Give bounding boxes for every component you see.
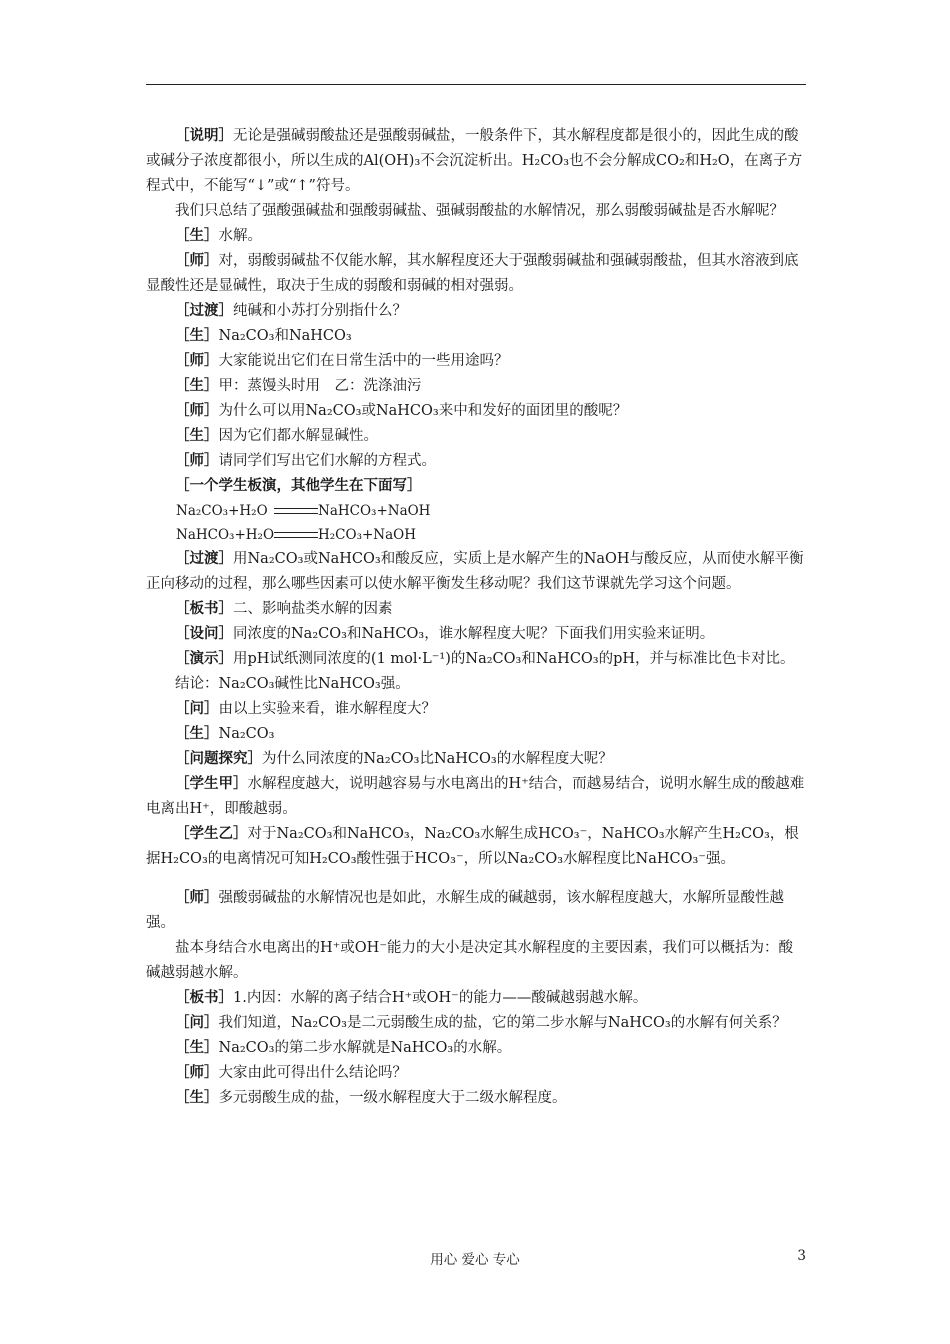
- speaker-tag: ［生］: [175, 1040, 219, 1056]
- paragraph: [146, 822, 806, 872]
- paragraph-text: 请同学们写出它们水解的方程式。: [218, 453, 436, 469]
- paragraph: [146, 1061, 806, 1086]
- paragraph: [146, 1036, 806, 1061]
- speaker-tag: ［学生乙］: [175, 826, 248, 842]
- speaker-tag: ［学生甲］: [175, 776, 248, 792]
- paragraph-text: 我们知道，Na₂CO₃是二元弱酸生成的盐，它的第二步水解与NaHCO₃的水解有何关系？: [218, 1015, 787, 1031]
- paragraph-text: 二、影响盐类水解的因素: [233, 601, 393, 617]
- paragraph: [146, 697, 806, 722]
- paragraph: [146, 547, 806, 597]
- paragraph: [146, 399, 806, 424]
- speaker-tag: ［板书］: [175, 601, 233, 617]
- paragraph-text: 结论：Na₂CO₃碱性比NaHCO₃强。: [175, 676, 410, 692]
- speaker-tag: ［问题探究］: [175, 751, 262, 767]
- speaker-tag: ［说明］: [175, 128, 233, 144]
- paragraph: [146, 1011, 806, 1036]
- paragraph: [146, 597, 806, 622]
- speaker-tag: ［师］: [175, 890, 219, 906]
- speaker-tag: ［问］: [175, 701, 219, 717]
- paragraph: [146, 449, 806, 474]
- paragraph-text: 强酸弱碱盐的水解情况也是如此，水解生成的碱越弱，该水解程度越大，水解所显酸性越强。: [146, 890, 784, 931]
- paragraph: [146, 936, 806, 986]
- paragraph: [146, 424, 806, 449]
- speaker-tag: ［师］: [175, 253, 219, 269]
- speaker-tag: ［师］: [175, 403, 219, 419]
- speaker-tag: ［生］: [175, 378, 219, 394]
- paragraph: [146, 199, 806, 224]
- paragraph: [146, 474, 806, 499]
- paragraph-text: 用Na₂CO₃或NaHCO₃和酸反应，实质上是水解产生的NaOH与酸反应，从而使水解平衡正向移动的过程，那么哪些因素可以使水解平衡发生移动呢？我们这节课就先学习这个问题。: [146, 551, 804, 592]
- speaker-tag: ［生］: [175, 328, 219, 344]
- paragraph-text: 用pH试纸测同浓度的(1 mol·L⁻¹)的Na₂CO₃和NaHCO₃的pH，并与标准比色卡对比。: [233, 651, 795, 667]
- paragraph: [146, 299, 806, 324]
- paragraph: [146, 224, 806, 249]
- paragraph-text: 无论是强碱弱酸盐还是强酸弱碱盐，一般条件下，其水解程度都是很小的，因此生成的酸或碱分子浓度都很小，所以生成的Al(OH)₃不会沉淀析出。H₂CO₃也不会分解成CO₂和H₂O，在离子方程式中，不能写“↓”或“↑”符号。: [146, 128, 803, 194]
- paragraph-text: 大家能说出它们在日常生活中的一些用途吗？: [218, 353, 509, 369]
- hydrolysis-equation: [146, 499, 806, 523]
- paragraph-text: 为什么同浓度的Na₂CO₃比NaHCO₃的水解程度大呢？: [262, 751, 613, 767]
- paragraph-text: 为什么可以用Na₂CO₃或NaHCO₃来中和发好的面团里的酸呢？: [218, 403, 628, 419]
- speaker-tag: ［师］: [175, 453, 219, 469]
- paragraph: [146, 772, 806, 822]
- equation-products: NaHCO₃+NaOH: [318, 503, 431, 519]
- speaker-tag: ［生］: [175, 428, 219, 444]
- paragraph: [146, 374, 806, 399]
- paragraph-text: 因为它们都水解显碱性。: [218, 428, 378, 444]
- paragraph-text: 由以上实验来看，谁水解程度大？: [218, 701, 436, 717]
- speaker-tag: ［过渡］: [175, 551, 233, 567]
- paragraph-text: Na₂CO₃和NaHCO₃: [218, 328, 352, 344]
- paragraph-text: 盐本身结合水电离出的H⁺或OH⁻能力的大小是决定其水解程度的主要因素，我们可以概括为：酸碱越弱越水解。: [146, 940, 793, 981]
- speaker-tag: ［板书］: [175, 990, 233, 1006]
- page-content: [146, 124, 806, 1111]
- paragraph-text: Na₂CO₃的第二步水解就是NaHCO₃的水解。: [218, 1040, 512, 1056]
- paragraph: [146, 1086, 806, 1111]
- paragraph: [146, 249, 806, 299]
- paragraph-text: 大家由此可得出什么结论吗？: [218, 1065, 407, 1081]
- speaker-tag: ［过渡］: [175, 303, 233, 319]
- equation-products: H₂CO₃+NaOH: [318, 527, 417, 543]
- speaker-tag: ［师］: [175, 1065, 219, 1081]
- equilibrium-arrow-icon: [274, 505, 318, 519]
- footer-motto: 用心 爱心 专心: [430, 1252, 520, 1268]
- equation-reactants: Na₂CO₃+H₂O: [176, 503, 268, 519]
- paragraph-text: Na₂CO₃: [218, 726, 275, 742]
- speaker-tag: ［生］: [175, 228, 219, 244]
- paragraph-text: 多元弱酸生成的盐，一级水解程度大于二级水解程度。: [218, 1090, 567, 1106]
- paragraph: [146, 349, 806, 374]
- page-number: 3: [797, 1248, 806, 1264]
- speaker-tag: ［师］: [175, 353, 219, 369]
- speaker-tag: ［生］: [175, 726, 219, 742]
- equilibrium-arrow-icon: [274, 529, 318, 543]
- paragraph-text: 1.内因：水解的离子结合H⁺或OH⁻的能力——酸碱越弱越水解。: [233, 990, 648, 1006]
- paragraph-text: 水解程度越大，说明越容易与水电离出的H⁺结合，而越易结合，说明水解生成的酸越难电离出H⁺，即酸越弱。: [146, 776, 805, 817]
- paragraph-text: 纯碱和小苏打分别指什么？: [233, 303, 407, 319]
- paragraph-text: 同浓度的Na₂CO₃和NaHCO₃，谁水解程度大呢？下面我们用实验来证明。: [233, 626, 715, 642]
- paragraph: [146, 647, 806, 672]
- paragraph: [146, 722, 806, 747]
- paragraph: [146, 324, 806, 349]
- paragraph-text: 甲：蒸馒头时用 乙：洗涤油污: [218, 378, 422, 394]
- speaker-tag: ［演示］: [175, 651, 233, 667]
- paragraph-text: 对于Na₂CO₃和NaHCO₃，Na₂CO₃水解生成HCO₃⁻，NaHCO₃水解产生H₂CO₃，根据H₂CO₃的电离情况可知H₂CO₃酸性强于HCO₃⁻，所以Na₂CO₃水解程度比NaHCO₃⁻强。: [146, 826, 799, 867]
- header-rule: [146, 84, 806, 85]
- paragraph-text: 对，弱酸弱碱盐不仅能水解，其水解程度还大于强酸弱碱盐和强碱弱酸盐，但其水溶液到底显酸性还是显碱性，取决于生成的弱酸和弱碱的相对强弱。: [146, 253, 799, 294]
- paragraph: [146, 124, 806, 199]
- paragraph: [146, 886, 806, 936]
- paragraph: [146, 672, 806, 697]
- paragraph: [146, 986, 806, 1011]
- paragraph: [146, 747, 806, 772]
- speaker-tag: ［生］: [175, 1090, 219, 1106]
- speaker-tag: ［一个学生板演，其他学生在下面写］: [175, 478, 422, 494]
- equation-reactants: NaHCO₃+H₂O: [176, 527, 275, 543]
- paragraph-text: 我们只总结了强酸强碱盐和强酸弱碱盐、强碱弱酸盐的水解情况，那么弱酸弱碱盐是否水解呢？: [175, 203, 784, 219]
- paragraph: [146, 622, 806, 647]
- hydrolysis-equation: [146, 523, 806, 547]
- paragraph-text: 水解。: [218, 228, 262, 244]
- speaker-tag: ［设问］: [175, 626, 233, 642]
- speaker-tag: ［问］: [175, 1015, 219, 1031]
